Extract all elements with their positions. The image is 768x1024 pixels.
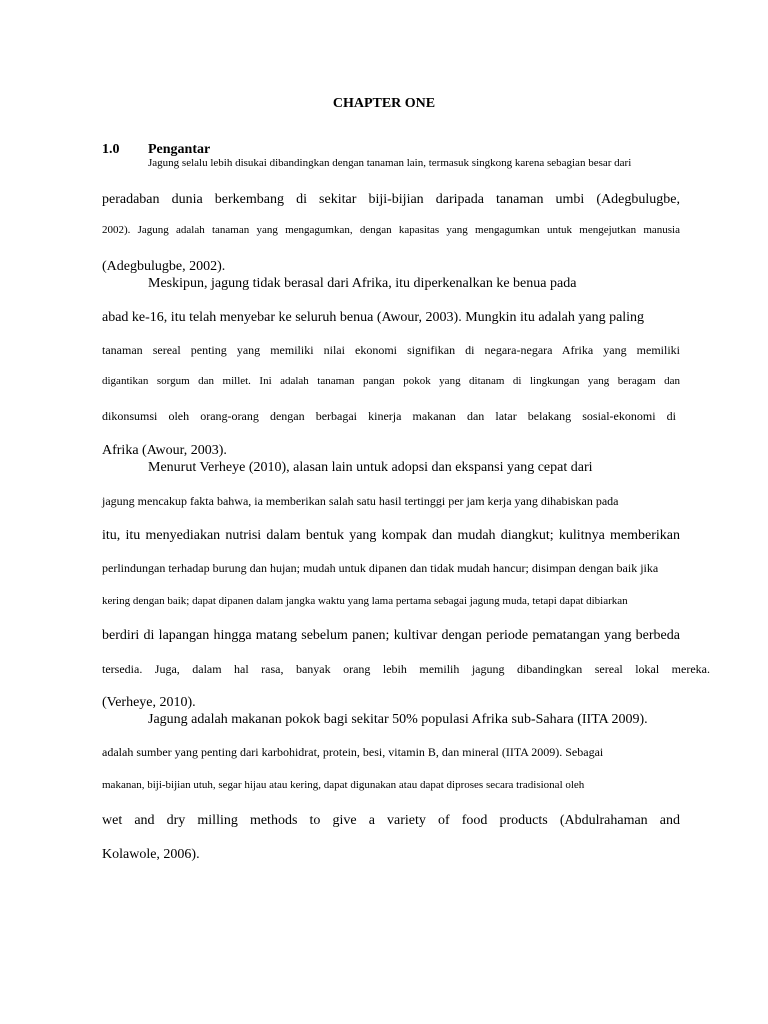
text-line: itu, itu menyediakan nutrisi dalam bentuk yang kompak dan mudah diangkut; kulitnya memberikan xyxy=(102,528,680,543)
text-line: dikonsumsi oleh orang-orang dengan berbagai kinerja makanan dan latar belakang sosial-ekonomi di xyxy=(102,409,676,423)
text-line: (Verheye, 2010). xyxy=(102,695,196,710)
text-line: berdiri di lapangan hingga matang sebelum panen; kultivar dengan periode pematangan yang berbeda xyxy=(102,628,680,643)
text-line: abad ke-16, itu telah menyebar ke seluruh benua (Awour, 2003). Mungkin itu adalah yang paling xyxy=(102,310,645,325)
text-line: Menurut Verheye (2010), alasan lain untuk adopsi dan ekspansi yang cepat dari xyxy=(148,460,593,475)
text-line: 2002). Jagung adalah tanaman yang mengagumkan, dengan kapasitas yang mengagumkan untuk mengejutkan manusia xyxy=(102,224,680,236)
text-line: digantikan sorgum dan millet. Ini adalah tanaman pangan pokok yang ditanam di lingkungan yang beragam dan xyxy=(102,375,680,387)
text-line: adalah sumber yang penting dari karbohidrat, protein, besi, vitamin B, dan mineral (IITA 2009). Sebagai xyxy=(102,745,604,759)
text-line: peradaban dunia berkembang di sekitar biji-bijian daripada tanaman umbi (Adegbulugbe, xyxy=(102,192,680,207)
text-line: Jagung adalah makanan pokok bagi sekitar 50% populasi Afrika sub-Sahara (IITA 2009). xyxy=(148,712,648,727)
section-title: Pengantar xyxy=(148,142,211,157)
text-line: Afrika (Awour, 2003). xyxy=(102,443,227,458)
text-line: Kolawole, 2006). xyxy=(102,847,200,862)
text-line: Meskipun, jagung tidak berasal dari Afrika, itu diperkenalkan ke benua pada xyxy=(148,276,577,291)
text-line: (Adegbulugbe, 2002). xyxy=(102,259,226,274)
text-line: kering dengan baik; dapat dipanen dalam jangka waktu yang lama pertama sebagai jagung muda, tetapi dapat dibiarkan xyxy=(102,595,628,607)
text-line: tersedia. Juga, dalam hal rasa, banyak orang lebih memilih jagung dibandingkan sereal lokal mereka. xyxy=(102,662,710,676)
text-line: makanan, biji-bijian utuh, segar hijau atau kering, dapat digunakan atau dapat diproses secara tradisional oleh xyxy=(102,779,585,791)
section-number: 1.0 xyxy=(102,142,120,157)
text-line: tanaman sereal penting yang memiliki nilai ekonomi signifikan di negara-negara Afrika yang memiliki xyxy=(102,343,680,357)
section-heading xyxy=(102,142,210,158)
text-line: wet and dry milling methods to give a variety of food products (Abdulrahaman and xyxy=(102,813,680,828)
text-line: perlindungan terhadap burung dan hujan; mudah untuk dipanen dan tidak mudah hancur; disimpan dengan baik jika xyxy=(102,561,659,575)
text-line: Jagung selalu lebih disukai dibandingkan dengan tanaman lain, termasuk singkong karena sebagian besar dari xyxy=(148,157,632,169)
chapter-title: CHAPTER ONE xyxy=(332,96,436,111)
text-line: jagung mencakup fakta bahwa, ia memberikan salah satu hasil tertinggi per jam kerja yang dihabiskan pada xyxy=(102,494,619,508)
